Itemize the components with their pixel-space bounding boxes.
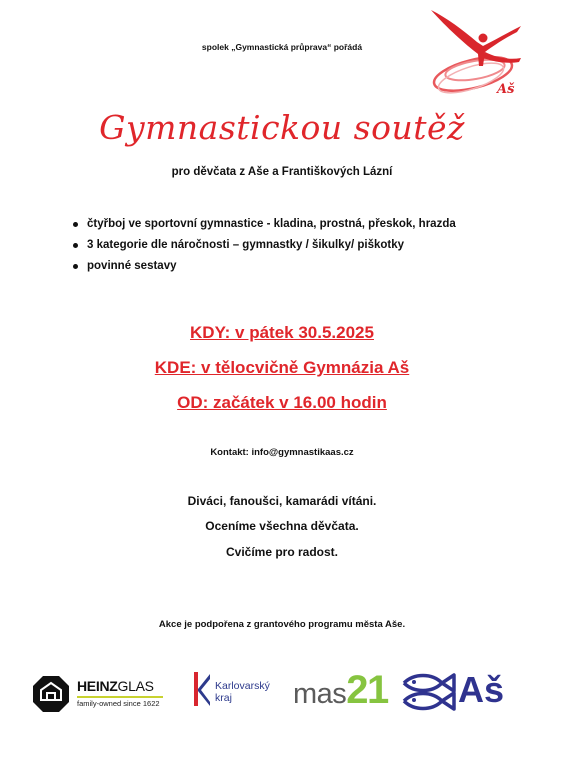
heinz-glas-logo (33, 674, 168, 714)
contact-email: Kontakt: info@gymnastikaas.cz (210, 447, 354, 458)
karlovarsky-text (215, 680, 270, 704)
as-text: Aš (458, 669, 505, 710)
event-location: KDE: v tělocvičně Gymnázia Aš (154, 358, 410, 377)
closing-line-spectators: Diváci, fanoušci, kamarádi vítáni. (187, 494, 377, 508)
heinz-rule (77, 696, 163, 698)
list-item: povinné sestavy (70, 258, 456, 279)
closing-line-awards: Oceníme všechna děvčata. (205, 519, 359, 533)
organizer-intro: spolek „Gymnastická průprava“ pořádá (201, 42, 363, 52)
fish-icon (402, 673, 456, 711)
page-title: Gymnastickou soutěž (99, 108, 465, 147)
list-item: 3 kategorie dle náročnosti – gymnastky / šikulky/ piškotky (70, 237, 456, 258)
karlovarsky-kraj-logo (188, 670, 278, 710)
mas-text: mas (293, 678, 347, 710)
logo-city-text: Aš (497, 82, 515, 97)
karlovarsky-line1: Karlovarský (215, 680, 270, 692)
page-subtitle: pro děvčata z Aše a Františkových Lázní (171, 166, 393, 178)
event-start-time: OD: začátek v 16.00 hodin (177, 393, 387, 412)
mas21-logo (293, 668, 395, 716)
karlovarsky-mark-icon (188, 670, 212, 708)
heinz-name-light: GLAS (117, 678, 154, 694)
heinz-name (77, 678, 154, 694)
gymnastics-logo (425, 8, 527, 108)
heinz-badge-icon (33, 676, 69, 712)
closing-line-fun: Cvičíme pro radost. (225, 545, 339, 559)
heinz-tagline: family-owned since 1622 (77, 699, 160, 708)
as-town-logo (402, 671, 512, 713)
discipline-list (70, 216, 456, 279)
event-date: KDY: v pátek 30.5.2025 (190, 323, 374, 342)
heinz-name-bold: HEINZ (77, 678, 118, 694)
grant-support-note: Akce je podpořena z grantového programu města Aše. (158, 619, 406, 630)
karlovarsky-line2: kraj (215, 692, 232, 704)
list-item: čtyřboj ve sportovní gymnastice - kladina, prostná, přeskok, hrazda (70, 216, 456, 237)
mas-number: 21 (346, 668, 388, 712)
